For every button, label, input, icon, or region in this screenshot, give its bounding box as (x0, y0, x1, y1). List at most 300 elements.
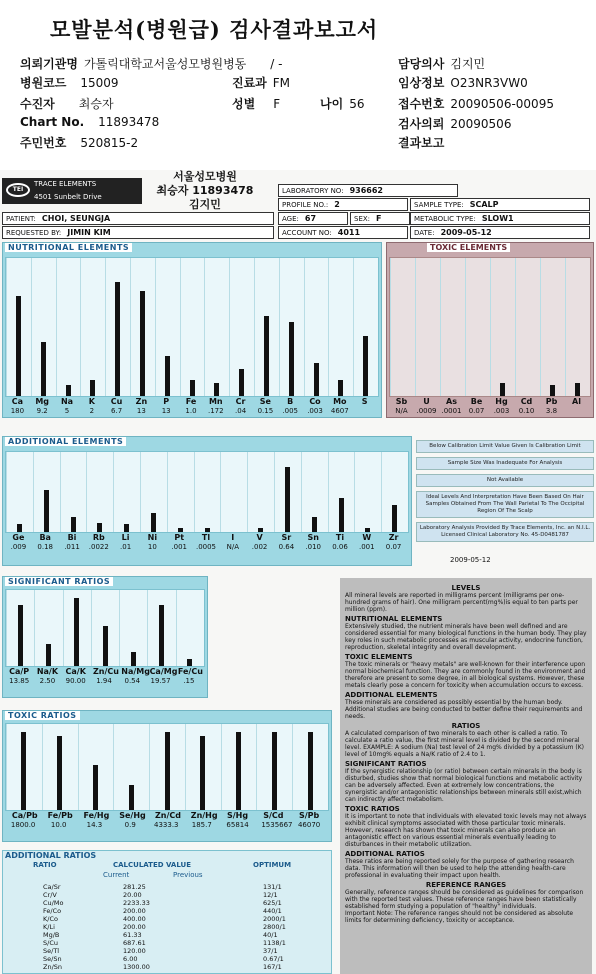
ratio-current: 2233.33 (123, 899, 150, 907)
nutritional-bar (363, 336, 368, 396)
ratio-ratio: Se/Sn (43, 955, 62, 963)
ratio-row (3, 939, 333, 947)
grid-line (86, 452, 87, 532)
legend-box (416, 440, 594, 564)
grid-line (292, 724, 293, 810)
toxic-ratio-value: 4333.3 (154, 821, 179, 829)
significant-ratio-value: 13.85 (9, 677, 30, 685)
toxic-value: 3.8 (545, 407, 558, 415)
toxic-ratio-symbol: Zn/Hg (190, 811, 218, 820)
ratio-current: 1300.00 (123, 963, 150, 971)
additional-element-value: 0.64 (278, 543, 295, 551)
additional-elements-labels (5, 533, 409, 555)
notes-text: These minerals are considered as possibly essential by the human body. Additional studies are being conducted to better define their requirements and needs. (345, 699, 583, 720)
notes-heading: ADDITIONAL ELEMENTS (345, 691, 438, 699)
additional-elements-chart (5, 451, 409, 533)
additional-element-bar (178, 528, 183, 532)
grid-line (149, 724, 150, 810)
nutritional-symbol: Co (309, 397, 321, 406)
grid-line (221, 724, 222, 810)
nutritional-labels (5, 397, 379, 417)
lab-no: LABORATORY NO: 936662 (278, 184, 458, 197)
additional-ratios-caption: ADDITIONAL RATIOS (5, 851, 97, 860)
nutritional-symbol: Cu (110, 397, 123, 406)
trace-elements-logo (2, 178, 142, 204)
significant-ratio-bar (46, 644, 51, 666)
toxic-section (386, 242, 594, 418)
nutritional-caption: NUTRITIONAL ELEMENTS (5, 243, 132, 252)
additional-element-symbol: V (256, 533, 263, 542)
additional-element-bar (71, 517, 76, 532)
grid-line (328, 452, 329, 532)
toxic-bar (550, 385, 555, 396)
nutritional-bar (190, 380, 195, 396)
nutritional-symbol: P (163, 397, 170, 406)
additional-element-bar (17, 524, 22, 532)
notes-text: These ratios are being reported solely for the purpose of gathering research data. This information will then be used to help the attending health-care professional in evaluating their impact upon health. (345, 858, 574, 879)
toxic-ratio-bar (93, 765, 98, 810)
nutritional-symbol: Fe (185, 397, 197, 406)
additional-element-bar (312, 517, 317, 532)
toxic-value: N/A (395, 407, 408, 415)
metabolic-type: METABOLIC TYPE: SLOW1 (410, 212, 590, 225)
lab-sex: SEX: F (350, 212, 410, 225)
sample-type: SAMPLE TYPE: SCALP (410, 198, 590, 211)
nutritional-value: 2 (89, 407, 95, 415)
grid-line (80, 258, 81, 396)
ratio-ratio: Se/Tl (43, 947, 60, 955)
significant-ratio-value: 19.57 (150, 677, 171, 685)
ratio-current: 400.00 (123, 915, 146, 923)
grid-line (113, 452, 114, 532)
nutritional-section (2, 242, 382, 418)
notes-text: If the synergistic relationship (or ratio) between certain minerals in the body is disturbed, studies show that normal biological functions and metabolic activity can be adversely affected. Even at extremely low concentrations, the synergistic and/or antagonistic relationships between minerals still exist,which can indirectly affect metabolism. (345, 768, 583, 803)
notes-heading: LEVELS (451, 584, 481, 592)
ratio-optimum: 1138/1 (263, 939, 286, 947)
grid-line (229, 258, 230, 396)
ratio-optimum: 37/1 (263, 947, 278, 955)
grid-line (381, 452, 382, 532)
sex-field: 성별 F (232, 97, 281, 111)
additional-element-bar (151, 513, 156, 532)
legend-item: Ideal Levels And Interpretation Have Been Based On Hair Samples Obtained From The Wall Parietal To The Occipital Region Of The Scalp (416, 491, 594, 518)
significant-ratios-section (2, 576, 208, 698)
nutritional-value: 1.0 (185, 407, 197, 415)
dept-field: 진료과 FM (232, 76, 291, 90)
ratio-optimum: 625/1 (263, 899, 282, 907)
grid-line (140, 452, 141, 532)
toxic-ratios-labels (5, 811, 329, 841)
significant-ratios-chart (5, 589, 205, 667)
nutritional-bar (140, 291, 145, 396)
toxic-ratio-symbol: S/Hg (226, 811, 249, 820)
nutritional-value: 13 (161, 407, 171, 415)
notes-text: Important Note: The reference ranges should not be considered as absolute limits for determining deficiency, toxicity or acceptance. (345, 910, 574, 924)
significant-ratio-symbol: Na/Mg (121, 667, 150, 676)
grid-line (274, 452, 275, 532)
rrn-field: 주민번호 520815-2 (20, 136, 139, 150)
additional-element-symbol: Zr (388, 533, 399, 542)
toxic-symbol: Pb (545, 397, 558, 406)
notes-heading: ADDITIONAL RATIOS (345, 850, 425, 858)
toxic-ratio-symbol: Fe/Pb (47, 811, 73, 820)
additional-element-bar (124, 524, 129, 532)
toxic-ratio-bar (236, 732, 241, 810)
toxic-ratio-symbol: Ca/Pb (11, 811, 38, 820)
nutritional-value: 5 (64, 407, 70, 415)
additional-element-bar (258, 528, 263, 532)
grid-line (176, 590, 177, 666)
col-ratio: RATIO (33, 861, 57, 869)
nutritional-value: 6.7 (111, 407, 123, 415)
grid-line (155, 258, 156, 396)
toxic-symbol: U (423, 397, 430, 406)
nutritional-symbol: Cr (235, 397, 246, 406)
nutritional-bar (239, 369, 244, 396)
notes-heading: NUTRITIONAL ELEMENTS (345, 615, 443, 623)
toxic-ratio-symbol: S/Pb (298, 811, 320, 820)
grid-line (440, 258, 441, 396)
stamp-hospital: 서울성모병원 (173, 170, 237, 183)
additional-element-bar (392, 505, 397, 532)
additional-element-symbol: Pt (174, 533, 185, 542)
nutritional-symbol: K (88, 397, 95, 406)
grid-line (56, 258, 57, 396)
col-current: Current (103, 871, 130, 879)
additional-element-value: .0022 (88, 543, 109, 551)
nutritional-value: .172 (208, 407, 224, 415)
additional-element-symbol: Bi (67, 533, 77, 542)
nutritional-symbol: Mo (333, 397, 347, 406)
grid-line (540, 258, 541, 396)
institution-field: 의뢰기관명 가톨릭대학교서울성모병원병동 / - (20, 57, 283, 71)
grid-line (105, 258, 106, 396)
significant-ratio-value: 1.94 (96, 677, 112, 685)
nutritional-value: .005 (282, 407, 298, 415)
company-name: TRACE ELEMENTS (34, 180, 97, 188)
notes-text: Generally, reference ranges should be considered as guidelines for comparison with the reported test values. These reference ranges have been statistically established form studying a population of "healthy" individuals. (345, 889, 584, 910)
grid-line (415, 258, 416, 396)
nutritional-symbol: Zn (135, 397, 148, 406)
grid-line (279, 258, 280, 396)
significant-ratio-bar (187, 659, 192, 666)
additional-element-value: 0.18 (37, 543, 53, 551)
significant-ratio-bar (131, 652, 136, 666)
toxic-labels (389, 397, 591, 417)
additional-element-value: 10 (147, 543, 157, 551)
toxic-bar (500, 383, 505, 396)
notes-text: Extensively studied, the nutrient minerals have been well defined and are considered essential for many biological functions in the human body. They play key roles in such metabolic processes as muscular activity, endocrine function, reproduction, skeletal integrity and overall development. (345, 623, 587, 651)
grid-line (304, 258, 305, 396)
toxic-ratio-bar (272, 732, 277, 810)
toxic-ratio-value: 14.3 (86, 821, 103, 829)
toxic-ratio-bar (165, 732, 170, 810)
patient-field: 수진자 최승자 (20, 97, 114, 111)
ratio-current: 61.33 (123, 931, 142, 939)
grid-line (390, 258, 391, 396)
nutritional-symbol: Se (259, 397, 271, 406)
toxic-value: .0001 (441, 407, 462, 415)
ratio-row (3, 915, 333, 923)
nutritional-bar (289, 322, 294, 396)
additional-element-value: .01 (120, 543, 132, 551)
additional-elements-section (2, 436, 412, 566)
notes-heading: REFERENCE RANGES (425, 881, 507, 889)
grid-line (220, 452, 221, 532)
grid-line (167, 452, 168, 532)
stamp-doctor: 김지민 (189, 198, 221, 211)
nutritional-value: 13 (136, 407, 146, 415)
col-previous: Previous (173, 871, 203, 879)
toxic-symbol: Cd (520, 397, 533, 406)
significant-ratio-symbol: Ca/P (9, 667, 30, 676)
toxic-bar (575, 383, 580, 396)
additional-element-value: .001 (359, 543, 375, 551)
additional-ratios-table (2, 850, 332, 974)
grid-line (33, 452, 34, 532)
toxic-ratio-symbol: Fe/Hg (83, 811, 110, 820)
grid-line (63, 590, 64, 666)
nutritional-value: 180 (10, 407, 25, 415)
additional-element-bar (205, 528, 210, 532)
nutritional-bar (165, 356, 170, 396)
significant-ratio-bar (18, 605, 23, 666)
hospital-stamp (140, 170, 270, 212)
additional-element-bar (44, 490, 49, 532)
nutritional-symbol: Na (60, 397, 74, 406)
nutritional-bar (314, 363, 319, 397)
significant-ratio-bar (74, 598, 79, 666)
nutritional-chart (5, 257, 379, 397)
toxic-ratio-value: 185.7 (191, 821, 212, 829)
additional-element-symbol: Li (121, 533, 130, 542)
ratio-optimum: 40/1 (263, 931, 278, 939)
toxic-ratio-symbol: Se/Hg (119, 811, 146, 820)
significant-ratio-value: 0.54 (124, 677, 141, 685)
toxic-ratios-chart (5, 723, 329, 811)
nutritional-value: 9.2 (36, 407, 48, 415)
grid-line (6, 590, 7, 666)
ratio-ratio: Mg/B (43, 931, 60, 939)
lab-patient: PATIENT: CHOI, SEUNGJA (2, 212, 274, 225)
significant-ratio-symbol: Ca/Mg (149, 667, 178, 676)
grid-line (119, 590, 120, 666)
toxic-symbol: As (446, 397, 457, 406)
significant-ratio-bar (103, 626, 108, 666)
stamp-patient: 최승자 11893478 (156, 184, 254, 197)
lab-report-sheet (0, 170, 596, 974)
toxic-symbol: Al (572, 397, 581, 406)
toxic-ratios-section (2, 710, 332, 842)
ratio-optimum: 2000/1 (263, 915, 286, 923)
significant-ratio-symbol: Na/K (36, 667, 59, 676)
grid-line (328, 258, 329, 396)
grid-line (60, 452, 61, 532)
toxic-ratio-bar (200, 736, 205, 810)
additional-element-value: .011 (64, 543, 80, 551)
toxic-caption: TOXIC ELEMENTS (427, 243, 510, 252)
notes-text: All mineral levels are reported in milligrams percent (milligrams per one-hundred grams of hair). One milligram percent(mg%)is equal to ten parts per million (ppm). (345, 592, 578, 613)
ratio-optimum: 131/1 (263, 883, 282, 891)
ratio-ratio: K/Li (43, 923, 55, 931)
ratio-row (3, 931, 333, 939)
grid-line (465, 258, 466, 396)
notes-heading: RATIOS (451, 722, 481, 730)
significant-ratios-labels (5, 667, 205, 697)
toxic-ratio-symbol: Zn/Cd (155, 811, 182, 820)
grid-line (301, 452, 302, 532)
ratio-ratio: Fe/Co (43, 907, 62, 915)
grid-line (247, 452, 248, 532)
toxic-value: .0009 (416, 407, 437, 415)
significant-ratio-value: 2.50 (39, 677, 56, 685)
grid-line (113, 724, 114, 810)
nutritional-bar (115, 282, 120, 396)
col-calc: CALCULATED VALUE (113, 861, 192, 869)
grid-line (42, 724, 43, 810)
additional-element-bar (339, 498, 344, 532)
grid-line (565, 258, 566, 396)
additional-element-value: N/A (226, 543, 239, 551)
toxic-symbol: Sb (395, 397, 408, 406)
grid-line (353, 258, 354, 396)
nutritional-bar (264, 316, 269, 396)
col-optimum: OPTIMUM (253, 861, 292, 869)
grid-line (130, 258, 131, 396)
ratio-current: 687.61 (123, 939, 146, 947)
notes-heading: TOXIC ELEMENTS (345, 653, 413, 661)
toxic-ratios-caption: TOXIC RATIOS (5, 711, 80, 720)
toxic-ratio-value: 10.0 (50, 821, 67, 829)
grid-line (515, 258, 516, 396)
toxic-ratio-value: 0.9 (124, 821, 136, 829)
additional-element-symbol: Ge (12, 533, 25, 542)
ratio-ratio: Ca/Sr (43, 883, 61, 891)
additional-element-value: .0005 (195, 543, 217, 551)
company-address: 4501 Sunbelt Drive (34, 193, 102, 201)
grid-line (490, 258, 491, 396)
additional-element-symbol: Ba (39, 533, 51, 542)
additional-element-value: 0.06 (332, 543, 348, 551)
nutritional-symbol: S (361, 397, 368, 406)
ratio-current: 200.00 (123, 923, 146, 931)
additional-element-value: .002 (251, 543, 268, 551)
significant-ratios-caption: SIGNIFICANT RATIOS (5, 577, 113, 586)
toxic-ratio-value: 65814 (226, 821, 249, 829)
additional-element-symbol: Sr (281, 533, 292, 542)
legend-item: Below Calibration Limit Value Given Is Calibration Limit (416, 440, 594, 453)
nutritional-bar (214, 383, 219, 396)
ratio-ratio: K/Co (43, 915, 58, 923)
ratio-row (3, 899, 333, 907)
additional-elements-caption: ADDITIONAL ELEMENTS (5, 437, 126, 446)
nutritional-value: .04 (235, 407, 247, 415)
significant-ratio-value: 90.00 (65, 677, 86, 685)
notes-text: The toxic minerals or "heavy metals" are well-known for their interference upon normal biochemical function. They are commonly found in the environment and therefore are present to some degree, in all biological systems. However, these metals clearly pose a concern for toxicity when accumulation occurs to excess. (345, 661, 586, 689)
doctor-field: 담당의사 김지민 (398, 57, 486, 71)
ratio-ratio: Cr/V (43, 891, 57, 899)
account-no: ACCOUNT NO: 4011 (278, 226, 408, 239)
toxic-ratio-bar (308, 732, 313, 810)
additional-element-symbol: Tl (201, 533, 211, 542)
hospital-code-field: 병원코드 15009 (20, 76, 119, 90)
grid-line (185, 724, 186, 810)
legend-item: Not Available (416, 474, 594, 487)
toxic-ratio-symbol: S/Cd (263, 811, 284, 820)
ratio-current: 6.00 (123, 955, 138, 963)
legend-item: Sample Size Was Inadequate For Analysis (416, 457, 594, 470)
significant-ratio-symbol: Fe/Cu (177, 667, 203, 676)
grid-line (91, 590, 92, 666)
nutritional-bar (16, 296, 21, 397)
nutritional-value: .003 (307, 407, 323, 415)
report-title: 모발분석(병원급) 검사결과보고서 (50, 17, 379, 42)
grid-line (6, 452, 7, 532)
grid-line (78, 724, 79, 810)
toxic-ratio-bar (21, 732, 26, 810)
legend-item: Laboratory Analysis Provided By Trace Elements, Inc. an N.I.L. Licensed Clinical Laboratory No. 45-D0481787 (416, 522, 594, 542)
requested-by: REQUESTED BY: JIMIN KIM (2, 226, 274, 239)
significant-ratio-value: .15 (183, 677, 195, 685)
nutritional-bar (338, 380, 343, 396)
ratio-optimum: 440/1 (263, 907, 282, 915)
grid-line (204, 258, 205, 396)
age-field: 나이 56 (320, 97, 365, 111)
notes-text: It is important to note that individuals with elevated toxic levels may not always exhibit clinical symptoms associated with those particular toxic minerals. However, research has shown that toxic minerals can also produce an antagonistic effect on various essential minerals eventually leading to disturbances in their metabolic utilization. (345, 813, 587, 848)
ratio-optimum: 2800/1 (263, 923, 286, 931)
request-date-field: 검사의뢰 20090506 (398, 117, 512, 131)
logo-emblem: TEI (6, 183, 30, 197)
notes-heading: TOXIC RATIOS (345, 805, 400, 813)
additional-element-symbol: Ni (147, 533, 158, 542)
additional-element-symbol: Rb (92, 533, 105, 542)
nutritional-symbol: Ca (11, 397, 24, 406)
ratio-current: 120.00 (123, 947, 146, 955)
grid-line (256, 724, 257, 810)
nutritional-symbol: B (287, 397, 294, 406)
additional-date: 2009-05-12 (450, 556, 491, 564)
report-field: 결과보고 (398, 136, 445, 150)
significant-ratio-symbol: Zn/Cu (93, 667, 119, 676)
grid-line (6, 258, 7, 396)
lab-age: AGE: 67 (278, 212, 348, 225)
toxic-ratio-bar (57, 736, 62, 810)
grid-line (147, 590, 148, 666)
clinical-field: 임상정보 O23NR3VW0 (398, 76, 528, 90)
notes-heading: SIGNIFICANT RATIOS (345, 760, 427, 768)
additional-element-bar (285, 467, 290, 532)
grid-line (34, 590, 35, 666)
nutritional-bar (90, 380, 95, 396)
ratio-current: 281.25 (123, 883, 146, 891)
nutritional-symbol: Mg (35, 397, 50, 406)
toxic-value: 0.07 (468, 407, 485, 415)
ratio-ratio: Zn/Sn (43, 963, 63, 971)
ratio-ratio: Cu/Mo (43, 899, 64, 907)
profile-no: PROFILE NO.: 2 (278, 198, 408, 211)
grid-line (6, 724, 7, 810)
ratio-row (3, 963, 333, 971)
nutritional-symbol: Mn (208, 397, 223, 406)
ratio-ratio: S/Cu (43, 939, 58, 947)
ratio-row (3, 923, 333, 931)
ratio-current: 20.00 (123, 891, 142, 899)
ratio-row (3, 955, 333, 963)
nutritional-bar (41, 342, 46, 396)
grid-line (194, 452, 195, 532)
lab-date: DATE: 2009-05-12 (410, 226, 590, 239)
grid-line (254, 258, 255, 396)
